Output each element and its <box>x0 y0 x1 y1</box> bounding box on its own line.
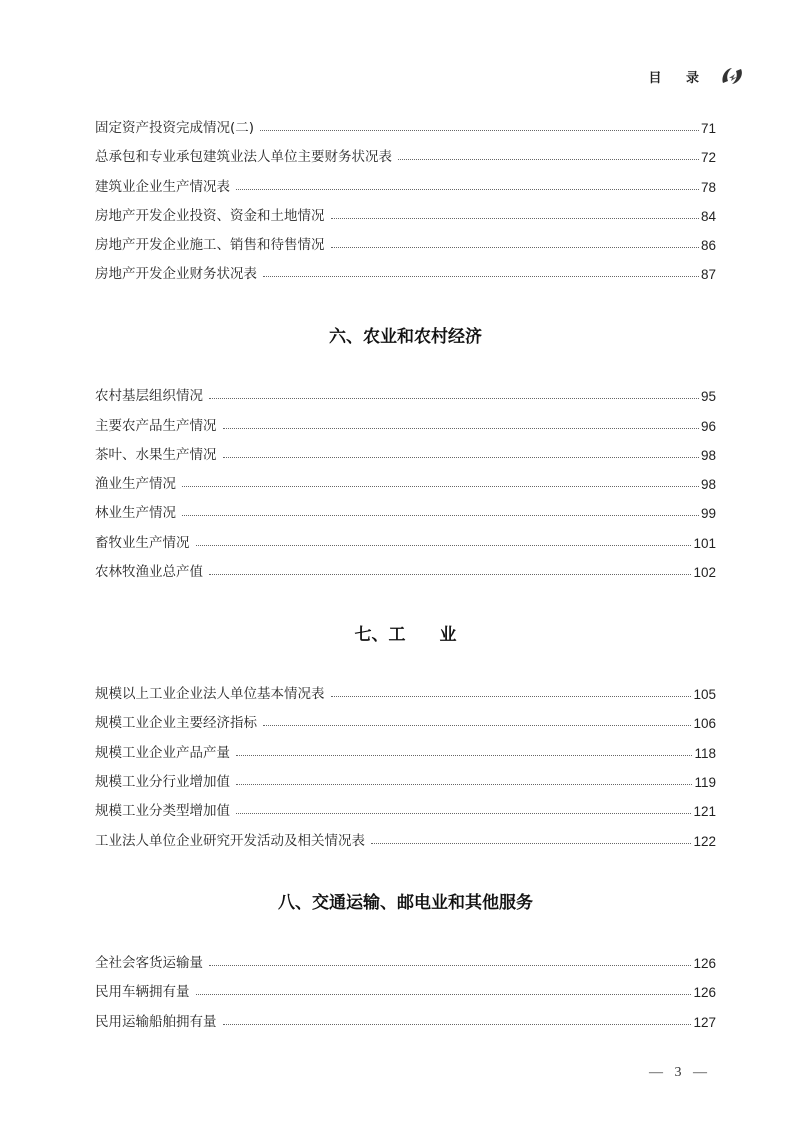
dot-leader <box>196 545 692 546</box>
toc-entry[interactable] <box>95 204 716 224</box>
toc-entry[interactable] <box>95 560 716 580</box>
dot-leader <box>263 276 699 277</box>
toc-entry[interactable] <box>95 1010 716 1030</box>
toc-entry-title: 规模工业企业产品产量 <box>95 745 230 761</box>
toc-entry-title: 畜牧业生产情况 <box>95 535 190 551</box>
toc-entry-page: 121 <box>693 804 716 819</box>
dot-leader <box>223 1024 692 1025</box>
toc-entry[interactable] <box>95 980 716 1000</box>
logo-icon <box>719 65 745 87</box>
dot-leader <box>263 725 691 726</box>
toc-entry-title: 规模工业企业主要经济指标 <box>95 715 257 731</box>
toc-entry-page: 118 <box>694 746 716 761</box>
toc-entry-page: 127 <box>693 1015 716 1030</box>
section-heading: 七、工 业 <box>354 625 457 645</box>
toc-entry[interactable] <box>95 116 716 136</box>
toc-entry-title: 全社会客货运输量 <box>95 955 203 971</box>
toc-entry[interactable] <box>95 951 716 971</box>
toc-entry-title: 茶叶、水果生产情况 <box>95 447 217 463</box>
toc-entry[interactable] <box>95 472 716 492</box>
toc-entry-page: 99 <box>700 506 716 521</box>
dot-leader <box>209 398 699 399</box>
dot-leader <box>260 130 699 131</box>
page-number: — 3 — <box>649 1065 711 1080</box>
toc-entry[interactable] <box>95 770 716 790</box>
toc-entry-title: 民用运输船舶拥有量 <box>95 1014 217 1030</box>
toc-entry[interactable] <box>95 682 716 702</box>
dot-leader <box>331 218 699 219</box>
toc-entry-page: 71 <box>700 121 716 136</box>
section-heading: 六、农业和农村经济 <box>329 327 482 347</box>
dot-leader <box>371 843 691 844</box>
dot-leader <box>223 457 699 458</box>
toc-entry[interactable] <box>95 384 716 404</box>
toc-entry-page: 101 <box>693 536 716 551</box>
toc-entry[interactable] <box>95 741 716 761</box>
toc-entry[interactable] <box>95 711 716 731</box>
toc-entry[interactable] <box>95 443 716 463</box>
toc-entry[interactable] <box>95 799 716 819</box>
toc-entry[interactable] <box>95 414 716 434</box>
toc-entry-title: 规模以上工业企业法人单位基本情况表 <box>95 686 325 702</box>
dot-leader <box>236 813 691 814</box>
dot-leader <box>398 159 699 160</box>
toc-entry-page: 126 <box>693 956 716 971</box>
toc-entry-title: 规模工业分类型增加值 <box>95 803 230 819</box>
toc-entry-page: 126 <box>693 985 716 1000</box>
dot-leader <box>209 574 691 575</box>
toc-entry-title: 农村基层组织情况 <box>95 388 203 404</box>
toc-entry-title: 工业法人单位企业研究开发活动及相关情况表 <box>95 833 365 849</box>
toc-entry-title: 建筑业企业生产情况表 <box>95 179 230 195</box>
dot-leader <box>182 486 699 487</box>
toc-entry-page: 98 <box>700 477 716 492</box>
toc-entry-page: 106 <box>693 716 716 731</box>
toc-entry-page: 84 <box>700 209 716 224</box>
toc-entry-title: 固定资产投资完成情况(二) <box>95 120 255 136</box>
toc-entry-page: 96 <box>700 419 716 434</box>
page-header <box>648 64 745 88</box>
dot-leader <box>236 755 692 756</box>
toc-entry-title: 房地产开发企业财务状况表 <box>95 266 257 282</box>
toc-entry-page: 105 <box>693 687 716 702</box>
dot-leader <box>236 784 692 785</box>
toc-entry-title: 房地产开发企业投资、资金和土地情况 <box>95 208 325 224</box>
toc-entry-page: 86 <box>700 238 716 253</box>
dot-leader <box>331 247 699 248</box>
dot-leader <box>182 515 699 516</box>
toc-entry-title: 房地产开发企业施工、销售和待售情况 <box>95 237 325 253</box>
toc-entry-page: 122 <box>693 834 716 849</box>
toc-entry-page: 95 <box>700 389 716 404</box>
toc-entry-page: 78 <box>700 180 716 195</box>
toc-entry[interactable] <box>95 501 716 521</box>
toc-entry[interactable] <box>95 175 716 195</box>
toc-entry[interactable] <box>95 262 716 282</box>
toc-entry-title: 林业生产情况 <box>95 505 176 521</box>
dot-leader <box>236 189 699 190</box>
toc-entry[interactable] <box>95 145 716 165</box>
toc-entry-title: 民用车辆拥有量 <box>95 984 190 1000</box>
toc-entry-title: 总承包和专业承包建筑业法人单位主要财务状况表 <box>95 149 392 165</box>
toc-entry-title: 渔业生产情况 <box>95 476 176 492</box>
toc-entry-page: 72 <box>700 150 716 165</box>
dot-leader <box>209 965 691 966</box>
toc-entry-page: 98 <box>700 448 716 463</box>
toc-entry[interactable] <box>95 829 716 849</box>
header-title: 目 录 <box>648 70 709 86</box>
dot-leader <box>196 994 692 995</box>
section-heading: 八、交通运输、邮电业和其他服务 <box>278 893 533 913</box>
toc-entry[interactable] <box>95 233 716 253</box>
toc-entry-page: 102 <box>693 565 716 580</box>
toc-entry[interactable] <box>95 531 716 551</box>
toc-entry-page: 87 <box>700 267 716 282</box>
dot-leader <box>223 428 699 429</box>
toc-entry-title: 主要农产品生产情况 <box>95 418 217 434</box>
toc-entry-title: 农林牧渔业总产值 <box>95 564 203 580</box>
toc-entry-page: 119 <box>694 775 716 790</box>
dot-leader <box>331 696 692 697</box>
toc-entry-title: 规模工业分行业增加值 <box>95 774 230 790</box>
